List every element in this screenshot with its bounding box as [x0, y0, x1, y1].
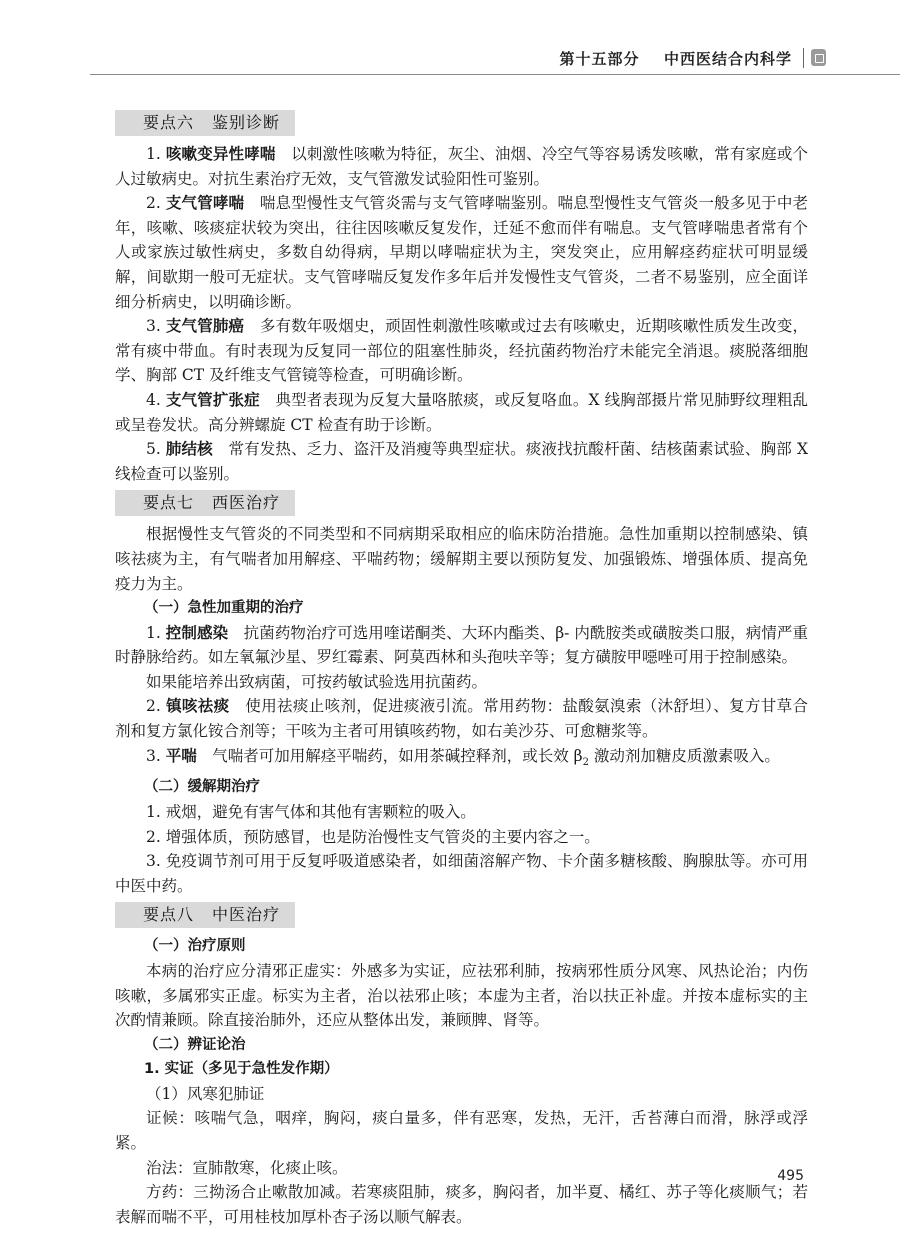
section-title: 西医治疗: [212, 493, 281, 513]
section-title: 鉴别诊断: [212, 113, 281, 132]
paragraph: 2. 支气管哮喘 喘息型慢性支气管炎需与支气管哮喘鉴别。喘息型慢性支气管炎一般多见于中老年，咳嗽、咳痰症状较为突出，往往因咳嗽反复发作，迁延不愈而伴有喘息。支气管哮喘患者常有个人或家族过敏性病史，多数自幼得病，早期以哮喘症状为主，突发突止，应用解痉药症状可明显缓解，间歇期一般可无症状。支气管哮喘反复发作多年后并发慢性支气管炎，二者不易鉴别，应全面详细分析病史，以明确诊断。: [115, 194, 808, 311]
section-number: 要点八: [143, 905, 195, 925]
paragraph: 如果能培养出致病菌，可按药敏试验选用抗菌药。: [146, 672, 488, 691]
page-number: 495: [777, 1168, 804, 1184]
term: 咳嗽变异性哮喘: [165, 145, 276, 163]
page-header: [0, 0, 900, 90]
subheading: （二）辨证论治: [144, 1036, 246, 1053]
subheading: （一）急性加重期的治疗: [144, 600, 304, 617]
term: 平喘: [165, 746, 197, 765]
paragraph: 3. 免疫调节剂可用于反复呼吸道感染者，如细菌溶解产物、卡介菌多糖核酸、胸腺肽等。亦可用中医中药。: [115, 852, 808, 895]
term: 支气管哮喘: [165, 194, 245, 213]
section-heading-8: [115, 902, 295, 928]
header-subject: 中西医结合内科学: [663, 50, 792, 68]
header-part: 第十五部分: [559, 50, 640, 68]
subheading: （二）缓解期治疗: [144, 779, 260, 796]
header-title: [560, 48, 793, 69]
paragraph: 方药：三拗汤合止嗽散加减。若寒痰阻肺，痰多，胸闷者，加半夏、橘红、苏子等化痰顺气；若表解而喘不平，可用桂枝加厚朴杏子汤以顺气解表。: [115, 1183, 808, 1226]
section-number: 要点七: [143, 493, 195, 513]
paragraph: 5. 肺结核 常有发热、乏力、盗汗及消瘦等典型症状。痰液找抗酸杆菌、结核菌素试验、胸部 X 线检查可以鉴别。: [115, 440, 808, 483]
subheading: 1. 实证（多见于急性发作期）: [144, 1061, 339, 1078]
paragraph: 2. 增强体质，预防感冒，也是防治慢性支气管炎的主要内容之一。: [146, 827, 600, 846]
section-number: 要点六: [143, 113, 195, 132]
book-icon: [811, 49, 826, 66]
paragraph: 3. 平喘 气喘者可加用解痉平喘药，如用茶碱控释剂，或长效 $\beta_2$ 激动剂加糖皮质激素吸入。: [146, 746, 780, 768]
page-content: [115, 106, 808, 1229]
paragraph: 1. 戒烟，避免有害气体和其他有害颗粒的吸入。: [146, 802, 476, 821]
term: 支气管扩张症: [165, 390, 260, 409]
paragraph: 根据慢性支气管炎的不同类型和不同病期采取相应的临床防治措施。急性加重期以控制感染、镇咳祛痰为主，有气喘者加用解痉、平喘药物；缓解期主要以预防复发、加强锻炼、增强体质、提高免疫力为主。: [115, 525, 808, 593]
header-divider: [803, 48, 804, 68]
paragraph: 4. 支气管扩张症 典型者表现为反复大量咯脓痰，或反复咯血。X 线胸部摄片常见肺野纹理粗乱或呈卷发状。高分辨螺旋 CT 检查有助于诊断。: [115, 390, 808, 434]
paragraph: 本病的治疗应分清邪正虚实：外感多为实证，应祛邪利肺，按病邪性质分风寒、风热论治；内伤咳嗽，多属邪实正虚。标实为主者，治以祛邪止咳；本虚为主者，治以扶正补虚。并按本虚标实的主次酌情兼顾。除直接治肺外，还应从整体出发，兼顾脾、肾等。: [115, 961, 808, 1030]
header-rule: [90, 74, 900, 75]
paragraph: 治法：宣肺散寒，化痰止咳。: [146, 1158, 348, 1177]
paragraph: 3. 支气管肺癌 多有数年吸烟史，顽固性刺激性咳嗽或过去有咳嗽史，近期咳嗽性质发生改变，常有痰中带血。有时表现为反复同一部位的阻塞性肺炎，经抗菌药物治疗未能完全消退。痰脱落细胞学、胸部 CT 及纤维支气管镜等检查，可明确诊断。: [115, 317, 808, 385]
term: 控制感染: [165, 623, 229, 642]
paragraph: （1）风寒犯肺证: [146, 1084, 265, 1103]
term: 镇咳祛痰: [166, 697, 230, 716]
subheading: （一）治疗原则: [144, 938, 246, 955]
section-heading-6: [115, 110, 295, 136]
section-title: 中医治疗: [212, 905, 281, 925]
term: 支气管肺癌: [165, 317, 245, 336]
term: 肺结核: [165, 440, 213, 459]
paragraph: 2. 镇咳祛痰 使用祛痰止咳剂，促进痰液引流。常用药物：盐酸氨溴索（沐舒坦）、复方甘草合剂和复方氯化铵合剂等；干咳为主者可用镇咳药物，如右美沙芬、可愈糖浆等。: [115, 697, 808, 741]
paragraph: 证候：咳喘气急，咽痒，胸闷，痰白量多，伴有恶寒，发热，无汗，舌苔薄白而滑，脉浮或浮紧。: [115, 1109, 808, 1153]
section-heading-7: [115, 490, 295, 516]
paragraph: 1. 控制感染 抗菌药物治疗可选用喹诺酮类、大环内酯类、β- 内酰胺类或磺胺类口服，病情严重时静脉给药。如左氧氟沙星、罗红霉素、阿莫西林和头孢呋辛等；复方磺胺甲噁唑可用于控制感染。: [115, 623, 808, 667]
paragraph: 1. 咳嗽变异性哮喘 以刺激性咳嗽为特征，灰尘、油烟、冷空气等容易诱发咳嗽，常有家庭或个人过敏病史。对抗生素治疗无效，支气管激发试验阳性可鉴别。: [115, 145, 808, 188]
